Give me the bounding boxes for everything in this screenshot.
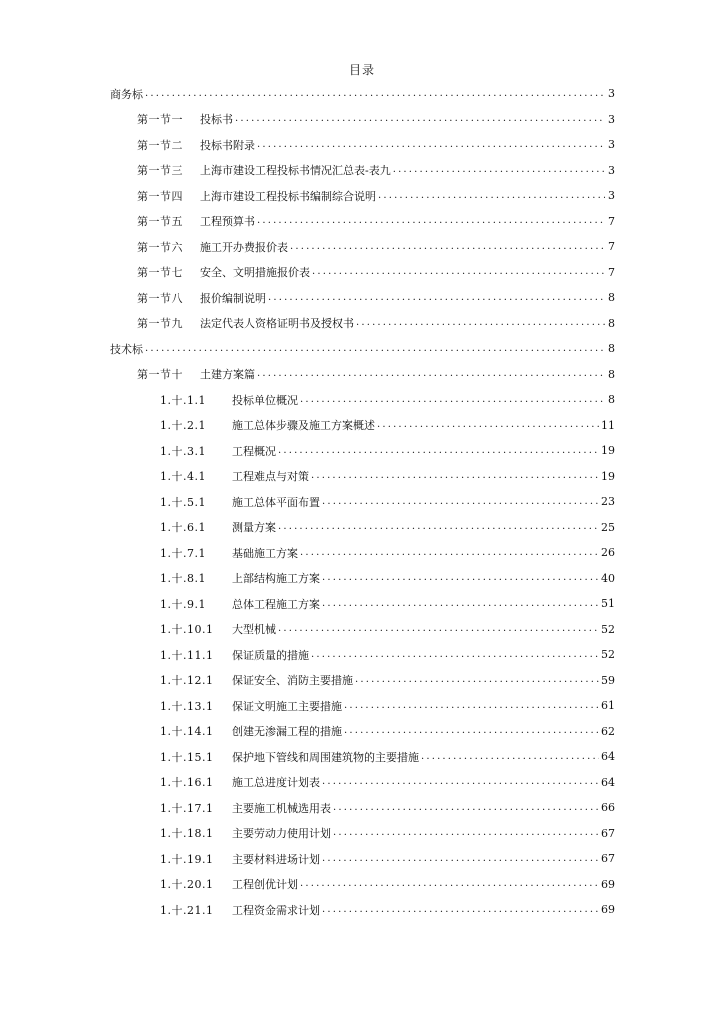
toc-entry-page-number: 11 bbox=[601, 418, 615, 432]
toc-dot-leader bbox=[322, 497, 599, 509]
toc-entry[interactable] bbox=[137, 260, 615, 286]
toc-entry-number: 1.十.3.1 bbox=[160, 444, 206, 458]
toc-entry-number: 1.十.5.1 bbox=[160, 495, 206, 509]
toc-entry[interactable] bbox=[110, 336, 615, 362]
toc-entry-number: 1.十.14.1 bbox=[160, 725, 214, 739]
toc-entry-title: 投标书 bbox=[200, 113, 233, 127]
toc-entry-page-number: 62 bbox=[601, 724, 615, 738]
toc-entry-page-number: 8 bbox=[608, 367, 615, 381]
toc-entry-page-number: 67 bbox=[601, 852, 615, 866]
toc-entry-number: 第一节八 bbox=[137, 291, 183, 305]
toc-entry-title: 创建无渗漏工程的措施 bbox=[232, 725, 342, 739]
toc-entry-page-number: 3 bbox=[608, 163, 615, 177]
toc-entry-number: 1.十.19.1 bbox=[160, 852, 214, 866]
toc-entry[interactable] bbox=[160, 489, 615, 515]
toc-entry-number: 1.十.20.1 bbox=[160, 878, 214, 892]
toc-dot-leader bbox=[421, 752, 599, 764]
toc-entry-title: 法定代表人资格证明书及授权书 bbox=[200, 317, 354, 331]
toc-entry-page-number: 26 bbox=[601, 546, 615, 560]
toc-entry-page-number: 7 bbox=[608, 240, 615, 254]
toc-entry-page-number: 3 bbox=[608, 189, 615, 203]
toc-dot-leader bbox=[257, 369, 605, 381]
toc-entry[interactable] bbox=[137, 234, 615, 260]
toc-entry-number: 第一节四 bbox=[137, 189, 183, 203]
toc-entry-number: 第一节三 bbox=[137, 164, 183, 178]
toc-entry[interactable] bbox=[110, 81, 615, 107]
toc-entry-title: 大型机械 bbox=[232, 623, 276, 637]
toc-dot-leader bbox=[257, 140, 605, 152]
toc-entry[interactable] bbox=[137, 183, 615, 209]
toc-entry-page-number: 8 bbox=[608, 291, 615, 305]
toc-dot-leader bbox=[322, 854, 599, 866]
toc-entry-page-number: 64 bbox=[601, 750, 615, 764]
toc-dot-leader bbox=[356, 318, 605, 330]
toc-entry-page-number: 8 bbox=[608, 393, 615, 407]
toc-entry-title: 施工总体平面布置 bbox=[232, 495, 320, 509]
toc-dot-leader bbox=[311, 471, 599, 483]
toc-entry[interactable] bbox=[137, 285, 615, 311]
toc-entry-page-number: 19 bbox=[601, 469, 615, 483]
toc-entry-title: 测量方案 bbox=[232, 521, 276, 535]
toc-entry-title: 施工总进度计划表 bbox=[232, 776, 320, 790]
toc-entry[interactable] bbox=[160, 872, 615, 898]
toc-entry-page-number: 7 bbox=[608, 265, 615, 279]
toc-dot-leader bbox=[322, 777, 599, 789]
toc-entry-title: 保证质量的措施 bbox=[232, 648, 309, 662]
toc-entry[interactable] bbox=[160, 540, 615, 566]
toc-entry-number: 1.十.18.1 bbox=[160, 827, 214, 841]
toc-entry-number: 1.十.12.1 bbox=[160, 674, 214, 688]
toc-entry[interactable] bbox=[160, 693, 615, 719]
toc-entry-page-number: 52 bbox=[601, 622, 615, 636]
toc-entry-title: 基础施工方案 bbox=[232, 546, 298, 560]
toc-entry-number: 第一节九 bbox=[137, 317, 183, 331]
toc-dot-leader bbox=[322, 905, 599, 917]
toc-entry-number: 1.十.17.1 bbox=[160, 801, 214, 815]
toc-entry[interactable] bbox=[160, 744, 615, 770]
toc-entry-title: 工程创优计划 bbox=[232, 878, 298, 892]
toc-entry-title: 土建方案篇 bbox=[200, 368, 255, 382]
toc-entry-title: 安全、文明措施报价表 bbox=[200, 266, 310, 280]
toc-entry-title: 施工开办费报价表 bbox=[200, 240, 288, 254]
toc-entry[interactable] bbox=[160, 719, 615, 745]
toc-entry-page-number: 25 bbox=[601, 520, 615, 534]
toc-entry-title: 上海市建设工程投标书情况汇总表-表九 bbox=[200, 164, 391, 178]
toc-dot-leader bbox=[278, 446, 599, 458]
toc-entry-page-number: 69 bbox=[601, 903, 615, 917]
toc-entry-number: 第一节一 bbox=[137, 113, 183, 127]
toc-entry[interactable] bbox=[160, 438, 615, 464]
toc-dot-leader bbox=[312, 267, 605, 279]
toc-entry[interactable] bbox=[160, 897, 615, 923]
toc-entry-page-number: 61 bbox=[601, 699, 615, 713]
toc-dot-leader bbox=[235, 114, 605, 126]
toc-entry[interactable] bbox=[137, 158, 615, 184]
toc-entry-page-number: 3 bbox=[608, 112, 615, 126]
toc-dot-leader bbox=[278, 522, 599, 534]
toc-entry-page-number: 59 bbox=[601, 673, 615, 687]
toc-entry[interactable] bbox=[137, 209, 615, 235]
toc-dot-leader bbox=[355, 675, 599, 687]
toc-dot-leader bbox=[268, 293, 605, 305]
toc-entry-page-number: 40 bbox=[601, 571, 615, 585]
toc-dot-leader bbox=[300, 548, 599, 560]
toc-entry-title: 主要材料进场计划 bbox=[232, 852, 320, 866]
toc-entry-number: 第一节五 bbox=[137, 215, 183, 229]
toc-list bbox=[0, 81, 724, 923]
toc-entry-number: 第一节六 bbox=[137, 240, 183, 254]
toc-entry-title: 保护地下管线和周围建筑物的主要措施 bbox=[232, 750, 419, 764]
toc-entry-number: 1.十.8.1 bbox=[160, 572, 206, 586]
toc-entry[interactable] bbox=[160, 668, 615, 694]
toc-entry-number: 第一节二 bbox=[137, 138, 183, 152]
toc-entry-page-number: 51 bbox=[601, 597, 615, 611]
toc-entry-page-number: 19 bbox=[601, 444, 615, 458]
toc-entry[interactable] bbox=[160, 642, 615, 668]
toc-entry-title: 工程预算书 bbox=[200, 215, 255, 229]
toc-entry-page-number: 52 bbox=[601, 648, 615, 662]
toc-entry-title: 技术标 bbox=[110, 342, 143, 356]
toc-entry-number: 1.十.4.1 bbox=[160, 470, 206, 484]
toc-entry[interactable] bbox=[160, 617, 615, 643]
toc-entry[interactable] bbox=[160, 515, 615, 541]
toc-entry-title: 工程资金需求计划 bbox=[232, 903, 320, 917]
toc-entry-page-number: 69 bbox=[601, 877, 615, 891]
toc-entry[interactable] bbox=[137, 311, 615, 337]
toc-entry-page-number: 8 bbox=[608, 342, 615, 356]
toc-entry-number: 1.十.16.1 bbox=[160, 776, 214, 790]
toc-dot-leader bbox=[378, 191, 605, 203]
toc-entry-page-number: 3 bbox=[608, 138, 615, 152]
toc-entry[interactable] bbox=[160, 846, 615, 872]
toc-entry-title: 投标书附录 bbox=[200, 138, 255, 152]
toc-entry-number: 1.十.13.1 bbox=[160, 699, 214, 713]
toc-entry-number: 1.十.6.1 bbox=[160, 521, 206, 535]
toc-entry-title: 总体工程施工方案 bbox=[232, 597, 320, 611]
toc-entry-title: 保证文明施工主要措施 bbox=[232, 699, 342, 713]
page-title: 目录 bbox=[348, 63, 375, 77]
toc-entry-number: 1.十.1.1 bbox=[160, 393, 206, 407]
toc-entry-number: 1.十.11.1 bbox=[160, 648, 214, 662]
toc-entry-title: 上海市建设工程投标书编制综合说明 bbox=[200, 189, 376, 203]
toc-entry-page-number: 64 bbox=[601, 775, 615, 789]
toc-entry-page-number: 23 bbox=[601, 495, 615, 509]
toc-entry[interactable] bbox=[160, 387, 615, 413]
toc-entry[interactable] bbox=[137, 107, 615, 133]
toc-entry-number: 1.十.9.1 bbox=[160, 597, 206, 611]
toc-entry-number: 1.十.2.1 bbox=[160, 419, 206, 433]
toc-entry-title: 主要劳动力使用计划 bbox=[232, 827, 331, 841]
toc-dot-leader bbox=[300, 395, 605, 407]
toc-entry-title: 主要施工机械选用表 bbox=[232, 801, 331, 815]
toc-entry[interactable] bbox=[137, 132, 615, 158]
toc-dot-leader bbox=[257, 216, 605, 228]
toc-entry[interactable] bbox=[160, 413, 615, 439]
toc-entry[interactable] bbox=[160, 566, 615, 592]
toc-entry[interactable] bbox=[160, 821, 615, 847]
toc-entry-page-number: 67 bbox=[601, 826, 615, 840]
toc-entry[interactable] bbox=[160, 464, 615, 490]
toc-entry-title: 报价编制说明 bbox=[200, 291, 266, 305]
toc-dot-leader bbox=[145, 344, 605, 356]
toc-entry-title: 上部结构施工方案 bbox=[232, 572, 320, 586]
toc-dot-leader bbox=[333, 828, 599, 840]
toc-entry-title: 施工总体步骤及施工方案概述 bbox=[232, 419, 375, 433]
toc-dot-leader bbox=[377, 420, 599, 432]
toc-dot-leader bbox=[344, 726, 599, 738]
toc-dot-leader bbox=[322, 573, 599, 585]
toc-entry-title: 工程概况 bbox=[232, 444, 276, 458]
toc-entry-number: 1.十.21.1 bbox=[160, 903, 214, 917]
toc-dot-leader bbox=[278, 624, 599, 636]
toc-entry-number: 1.十.7.1 bbox=[160, 546, 206, 560]
toc-entry-title: 商务标 bbox=[110, 87, 143, 101]
toc-entry-title: 保证安全、消防主要措施 bbox=[232, 674, 353, 688]
toc-entry-number: 第一节十 bbox=[137, 368, 183, 382]
toc-entry-page-number: 3 bbox=[608, 87, 615, 101]
toc-dot-leader bbox=[344, 701, 599, 713]
toc-entry-number: 1.十.15.1 bbox=[160, 750, 214, 764]
toc-dot-leader bbox=[322, 599, 599, 611]
toc-dot-leader bbox=[311, 650, 599, 662]
toc-entry[interactable] bbox=[160, 770, 615, 796]
toc-entry-page-number: 8 bbox=[608, 316, 615, 330]
toc-entry[interactable] bbox=[137, 362, 615, 388]
toc-dot-leader bbox=[393, 165, 605, 177]
toc-dot-leader bbox=[145, 89, 605, 101]
toc-entry-page-number: 7 bbox=[608, 214, 615, 228]
toc-entry-number: 第一节七 bbox=[137, 266, 183, 280]
toc-entry-number: 1.十.10.1 bbox=[160, 623, 214, 637]
toc-dot-leader bbox=[290, 242, 605, 254]
toc-entry-title: 投标单位概况 bbox=[232, 393, 298, 407]
toc-dot-leader bbox=[333, 803, 599, 815]
toc-dot-leader bbox=[300, 879, 599, 891]
toc-entry-title: 工程难点与对策 bbox=[232, 470, 309, 484]
toc-entry[interactable] bbox=[160, 591, 615, 617]
toc-entry[interactable] bbox=[160, 795, 615, 821]
toc-entry-page-number: 66 bbox=[601, 801, 615, 815]
